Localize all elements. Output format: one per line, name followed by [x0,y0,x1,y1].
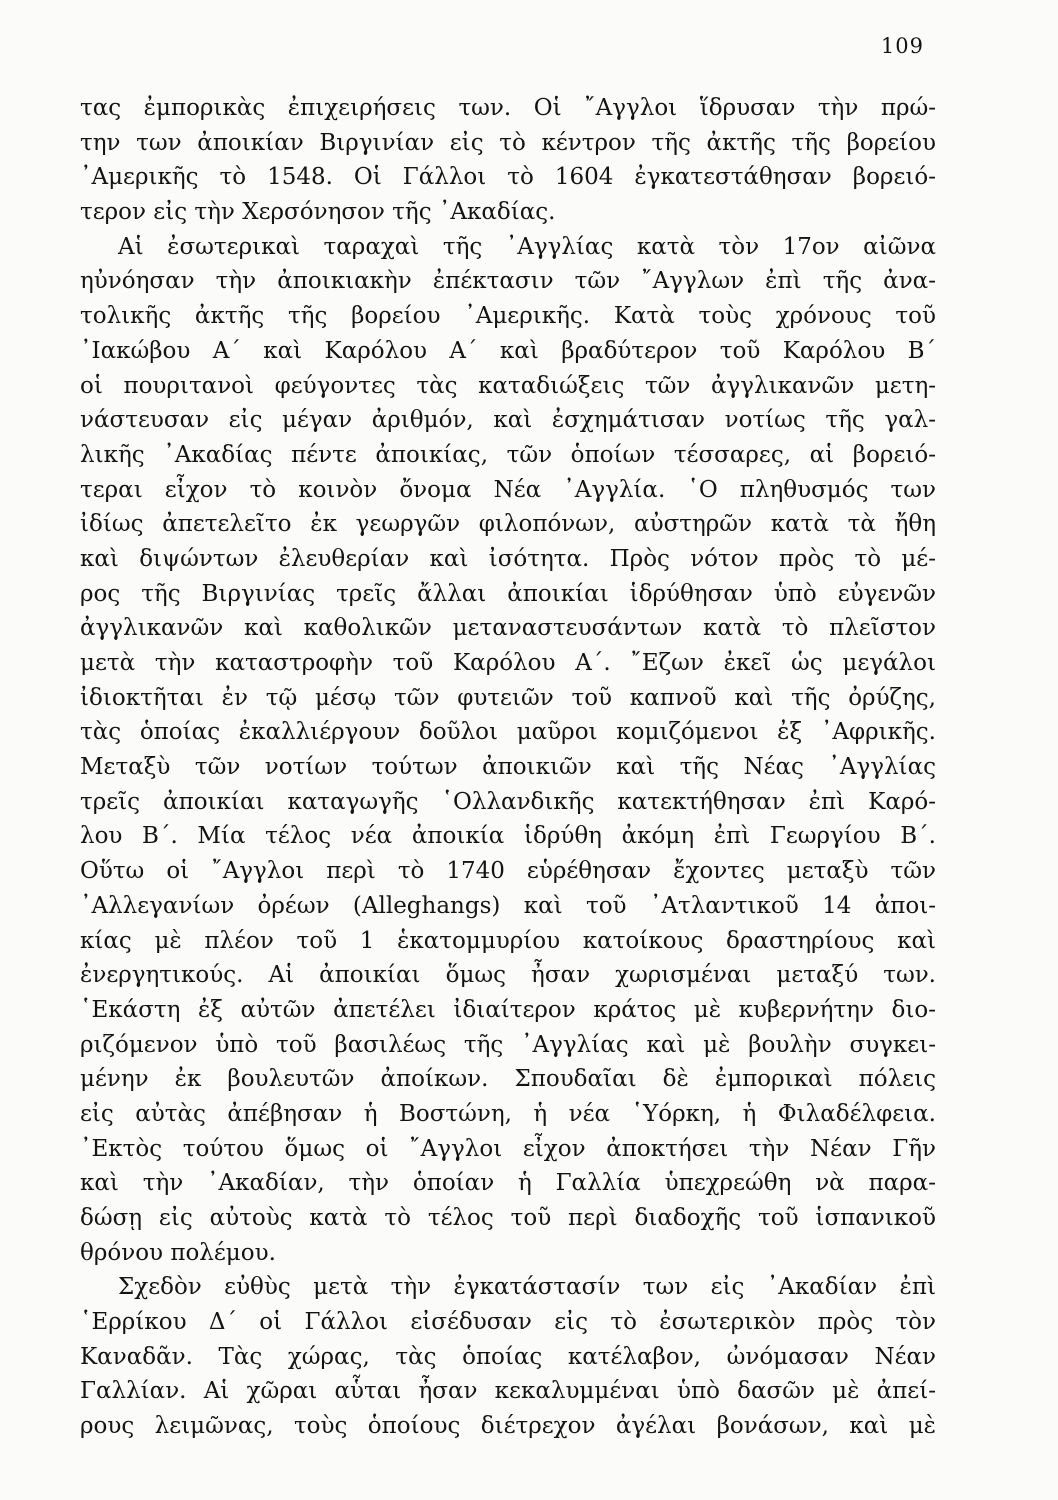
text-line: την των ἀποικίαν Βιργινίαν εἰς τὸ κέντρον τῆς ἀκτῆς τῆς βορείου [80,129,936,156]
text-line: ᾿Ιακώβου Α΄ καὶ Καρόλου Α΄ καὶ βραδύτερον τοῦ Καρόλου Β΄ [80,337,936,364]
text-line: Γαλλίαν. Αἱ χῶραι αὗται ἦσαν κεκαλυμμέναι ὑπὸ δασῶν μὲ ἀπεί- [80,1378,936,1405]
text-line: Αἱ ἐσωτερικαὶ ταραχαὶ τῆς ᾿Αγγλίας κατὰ τὸν 17ον αἰῶνα [118,233,936,260]
text-line: τολικῆς ἀκτῆς τῆς βορείου ᾿Αμερικῆς. Κατὰ τοὺς χρόνους τοῦ [80,303,936,330]
text-line: τερον εἰς τὴν Χερσόνησον τῆς ᾿Ακαδίας. [80,199,556,226]
text-line: ρους λειμῶνας, τοὺς ὁποίους διέτρεχον ἀγέλαι βονάσων, καὶ μὲ [80,1413,936,1440]
text-line: ρος τῆς Βιργινίας τρεῖς ἄλλαι ἀποικίαι ἱδρύθησαν ὑπὸ εὐγενῶν [80,580,936,607]
text-line: ἀγγλικανῶν καὶ καθολικῶν μεταναστευσάντων κατὰ τὸ πλεῖστον [80,615,936,642]
text-line: οἱ πουριτανοὶ φεύγοντες τὰς καταδιώξεις τῶν ἀγγλικανῶν μετη- [80,372,936,399]
text-line: ῾Ερρίκου Δ΄ οἱ Γάλλοι εἰσέδυσαν εἰς τὸ ἐσωτερικὸν πρὸς τὸν [80,1309,936,1336]
text-line: τρεῖς ἀποικίαι καταγωγῆς ῾Ολλανδικῆς κατεκτήθησαν ἐπὶ Καρό- [80,788,936,815]
text-line: τεραι εἶχον τὸ κοινὸν ὄνομα Νέα ᾿Αγγλία. ῾Ο πληθυσμός των [80,476,936,503]
text-line: ριζόμενον ὑπὸ τοῦ βασιλέως τῆς ᾿Αγγλίας καὶ μὲ βουλὴν συγκει- [80,1031,936,1058]
text-line: Σχεδὸν εὐθὺς μετὰ τὴν ἐγκατάστασίν των εἰς ᾿Ακαδίαν ἐπὶ [118,1274,936,1301]
text-line: ᾿Εκτὸς τούτου ὅμως οἱ ῎Αγγλοι εἶχον ἀποκτήσει τὴν Νέαν Γῆν [80,1135,936,1162]
text-line: ῾Εκάστη ἐξ αὐτῶν ἀπετέλει ἰδιαίτερον κράτος μὲ κυβερνήτην διο- [80,996,936,1023]
text-line: καὶ διψώντων ἐλευθερίαν καὶ ἰσότητα. Πρὸς νότον πρὸς τὸ μέ- [80,545,936,572]
page-number: 109 [880,34,924,58]
text-line: ηὐνόησαν τὴν ἀποικιακὴν ἐπέκτασιν τῶν ῎Αγγλων ἐπὶ τῆς ἀνα- [80,268,936,295]
text-line: Καναδᾶν. Τὰς χώρας, τὰς ὁποίας κατέλαβον, ὠνόμασαν Νέαν [80,1343,936,1370]
text-line: ᾿Αμερικῆς τὸ 1548. Οἱ Γάλλοι τὸ 1604 ἐγκατεστάθησαν βορειό- [80,164,936,191]
text-line: ἰδίως ἀπετελεῖτο ἐκ γεωργῶν φιλοπόνων, αὐστηρῶν κατὰ τὰ ἤθη [80,511,936,538]
text-line: ᾿Αλλεγανίων ὀρέων (Alleghangs) καὶ τοῦ ᾿Ατλαντικοῦ 14 ἀποι- [80,892,936,919]
text-line: τὰς ὁποίας ἐκαλλιέργουν δοῦλοι μαῦροι κομιζόμενοι ἐξ ᾿Αφρικῆς. [80,719,936,746]
text-line: μετὰ τὴν καταστροφὴν τοῦ Καρόλου Α΄. ῎Εζων ἐκεῖ ὡς μεγάλοι [80,650,936,676]
text-line: θρόνου πολέμου. [80,1239,276,1266]
text-line: καὶ τὴν ᾿Ακαδίαν, τὴν ὁποίαν ἡ Γαλλία ὑπεχρεώθη νὰ παρα- [80,1170,936,1197]
text-line: τας ἐμπορικὰς ἐπιχειρήσεις των. Οἱ ῎Αγγλοι ἵδρυσαν τὴν πρώ- [80,95,936,121]
text-line: κίας μὲ πλέον τοῦ 1 ἑκατομμυρίου κατοίκους δραστηρίους καὶ [80,927,936,954]
text-line: λου Β΄. Μία τέλος νέα ἀποικία ἱδρύθη ἀκόμη ἐπὶ Γεωργίου Β΄. [80,823,936,850]
text-line: Οὕτω οἱ ῎Αγγλοι περὶ τὸ 1740 εὑρέθησαν ἔχοντες μεταξὺ τῶν [80,858,936,885]
text-line: εἰς αὐτὰς ἀπέβησαν ἡ Βοστώνη, ἡ νέα ῾Υόρκη, ἡ Φιλαδέλφεια. [80,1100,936,1127]
text-line: Μεταξὺ τῶν νοτίων τούτων ἀποικιῶν καὶ τῆς Νέας ᾿Αγγλίας [80,754,936,781]
text-line: μένην ἐκ βουλευτῶν ἀποίκων. Σπουδαῖαι δὲ ἐμπορικαὶ πόλεις [80,1066,936,1093]
body-text [80,91,936,1444]
text-line: νάστευσαν εἰς μέγαν ἀριθμόν, καὶ ἐσχημάτισαν νοτίως τῆς γαλ- [80,407,936,434]
text-line: ἐνεργητικούς. Αἱ ἀποικίαι ὅμως ἦσαν χωρισμέναι μεταξύ των. [80,962,936,989]
text-line: δώσῃ εἰς αὐτοὺς κατὰ τὸ τέλος τοῦ περὶ διαδοχῆς τοῦ ἱσπανικοῦ [80,1205,936,1231]
text-line: λικῆς ᾿Ακαδίας πέντε ἀποικίας, τῶν ὁποίων τέσσαρες, αἱ βορειό- [80,441,936,468]
text-line: ἰδιοκτῆται ἐν τῷ μέσῳ τῶν φυτειῶν τοῦ καπνοῦ καὶ τῆς ὀρύζης, [80,684,936,711]
